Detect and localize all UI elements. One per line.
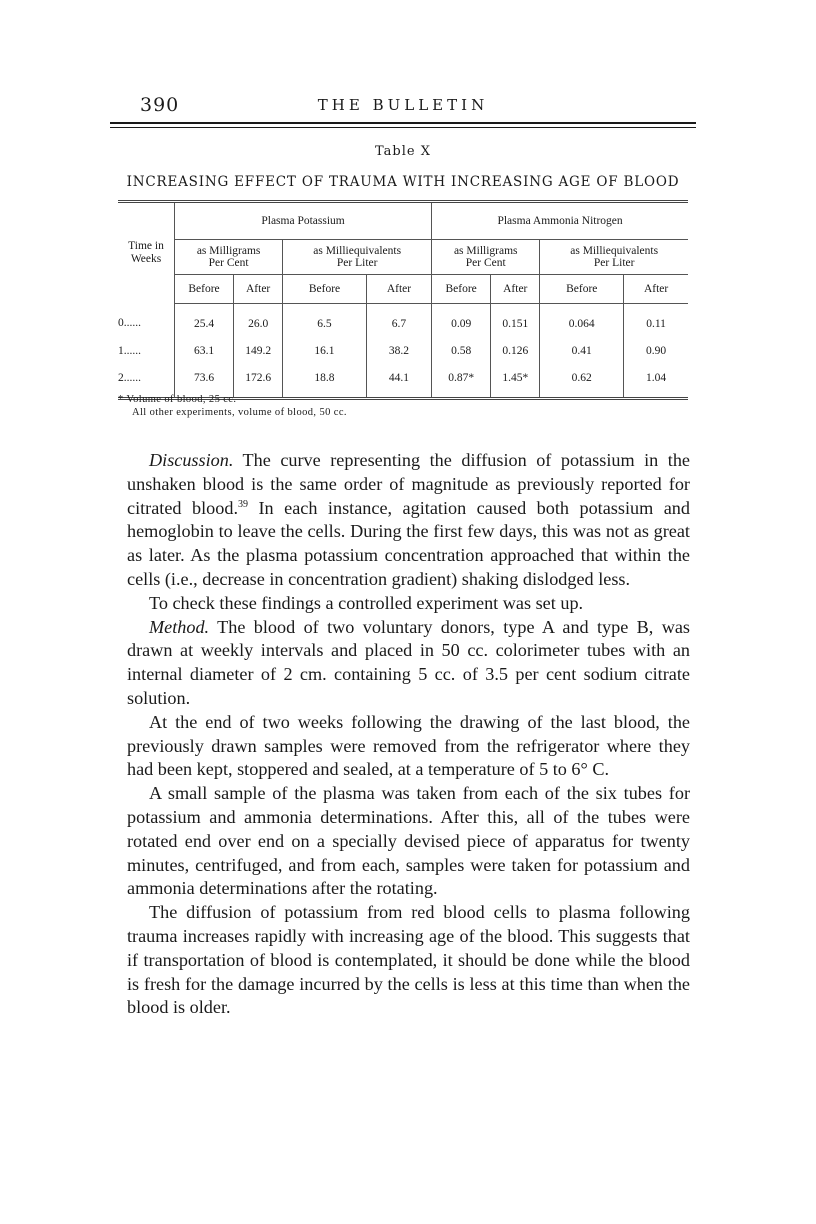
value-cell: 44.1 <box>366 364 431 399</box>
footnote-asterisk: * Volume of blood, 25 cc. <box>118 394 237 405</box>
value-cell: 0.126 <box>491 337 540 364</box>
value-cell: 0.11 <box>624 304 688 338</box>
week-cell: 2...... <box>118 364 175 399</box>
value-cell: 1.45* <box>491 364 540 399</box>
running-head: THE BULLETIN <box>317 96 489 114</box>
value-cell: 38.2 <box>366 337 431 364</box>
group-header-ammonia: Plasma Ammonia Nitrogen <box>432 203 688 240</box>
subgroup-header: as Milliequivalents Per Liter <box>540 240 688 275</box>
time-header-line2: Weeks <box>130 253 162 266</box>
after-header: After <box>234 275 283 304</box>
value-cell: 63.1 <box>175 337 234 364</box>
data-table <box>118 200 688 400</box>
value-cell: 0.151 <box>491 304 540 338</box>
value-cell: 149.2 <box>234 337 283 364</box>
before-header: Before <box>540 275 624 304</box>
paragraph: A small sample of the plasma was taken from each of the six tubes for potassium and ammonia determinations. After this, all of the tubes were rotated end over end on a specially devised piece of apparatus for twenty minutes, centrifuged, and from each, samples were taken for potassium and ammonia determinations after the rotating. <box>127 783 690 899</box>
table-label: Table X <box>375 144 431 159</box>
value-cell: 73.6 <box>175 364 234 399</box>
before-header: Before <box>432 275 491 304</box>
value-cell: 0.09 <box>432 304 491 338</box>
paragraph: At the end of two weeks following the drawing of the last blood, the previously drawn samples were removed from the refrigerator where they had been kept, stoppered and sealed, at a temperature of 5 to 6° C. <box>127 711 690 780</box>
paragraph-method: Method. The blood of two voluntary donors, type A and type B, was drawn at weekly intervals and placed in 50 cc. colorimeter tubes with an internal diameter of 2 cm. containing 5 cc. of 3.5 per cent sodium citrate solution. <box>127 616 690 708</box>
subgroup-header: as Milligrams Per Cent <box>175 240 283 275</box>
header-rule-top <box>110 122 696 124</box>
value-cell: 6.5 <box>283 304 367 338</box>
value-cell: 0.58 <box>432 337 491 364</box>
value-cell: 0.87* <box>432 364 491 399</box>
before-header: Before <box>175 275 234 304</box>
value-cell: 25.4 <box>175 304 234 338</box>
value-cell: 6.7 <box>366 304 431 338</box>
subgroup-header: as Milligrams Per Cent <box>432 240 540 275</box>
value-cell: 1.04 <box>624 364 688 399</box>
week-cell: 1...... <box>118 344 141 357</box>
discussion-heading: Discussion. <box>149 450 234 470</box>
value-cell: 26.0 <box>234 304 283 338</box>
week-cell: 0...... <box>118 317 141 330</box>
value-cell: 0.62 <box>540 364 624 399</box>
before-header: Before <box>283 275 367 304</box>
after-header: After <box>624 275 688 304</box>
table-row <box>118 304 688 338</box>
header-rule-bottom <box>110 127 696 128</box>
subgroup-header: as Milliequivalents Per Liter <box>283 240 432 275</box>
reference-marker: 39 <box>238 498 248 510</box>
value-cell: 172.6 <box>234 364 283 399</box>
value-cell: 18.8 <box>283 364 367 399</box>
paragraph: The diffusion of potassium from red blood cells to plasma following trauma increases rapidly with increasing age of the blood. This suggests that if transportation of blood is contemplated, it should be done while the blood is fresh for the damage incurred by the cells is less at this time than when the blood is older. <box>127 902 690 1018</box>
page-header <box>110 94 696 118</box>
table-row <box>118 337 688 364</box>
paragraph-discussion: Discussion. The curve representing the diffusion of potassium in the unshaken blood is the same order of magnitude as previously reported for citrated blood.$^{39}$ In each instance, agitation caused both potassium and hemoglobin to leave the cells. During the first few days, this was not as great as later. As the plasma potassium concentration approached that within the cells (i.e., decrease in concentration gradient) shaking dislodged less. <box>127 450 690 589</box>
value-cell: 16.1 <box>283 337 367 364</box>
paragraph: To check these findings a controlled experiment was set up. <box>149 592 584 613</box>
after-header: After <box>491 275 540 304</box>
time-header <box>118 203 175 304</box>
value-cell: 0.064 <box>540 304 624 338</box>
after-header: After <box>366 275 431 304</box>
page-number: 390 <box>140 94 180 116</box>
table-caption: INCREASING EFFECT OF TRAUMA WITH INCREASING AGE OF BLOOD <box>126 174 680 190</box>
time-header-line1: Time in <box>128 240 164 253</box>
group-header-potassium: Plasma Potassium <box>175 203 432 240</box>
table-footnotes <box>118 393 347 419</box>
body-text <box>127 449 690 1020</box>
value-cell: 0.90 <box>624 337 688 364</box>
method-heading: Method. <box>149 616 210 637</box>
value-cell: 0.41 <box>540 337 624 364</box>
footnote-general: All other experiments, volume of blood, 50 cc. <box>132 407 347 418</box>
